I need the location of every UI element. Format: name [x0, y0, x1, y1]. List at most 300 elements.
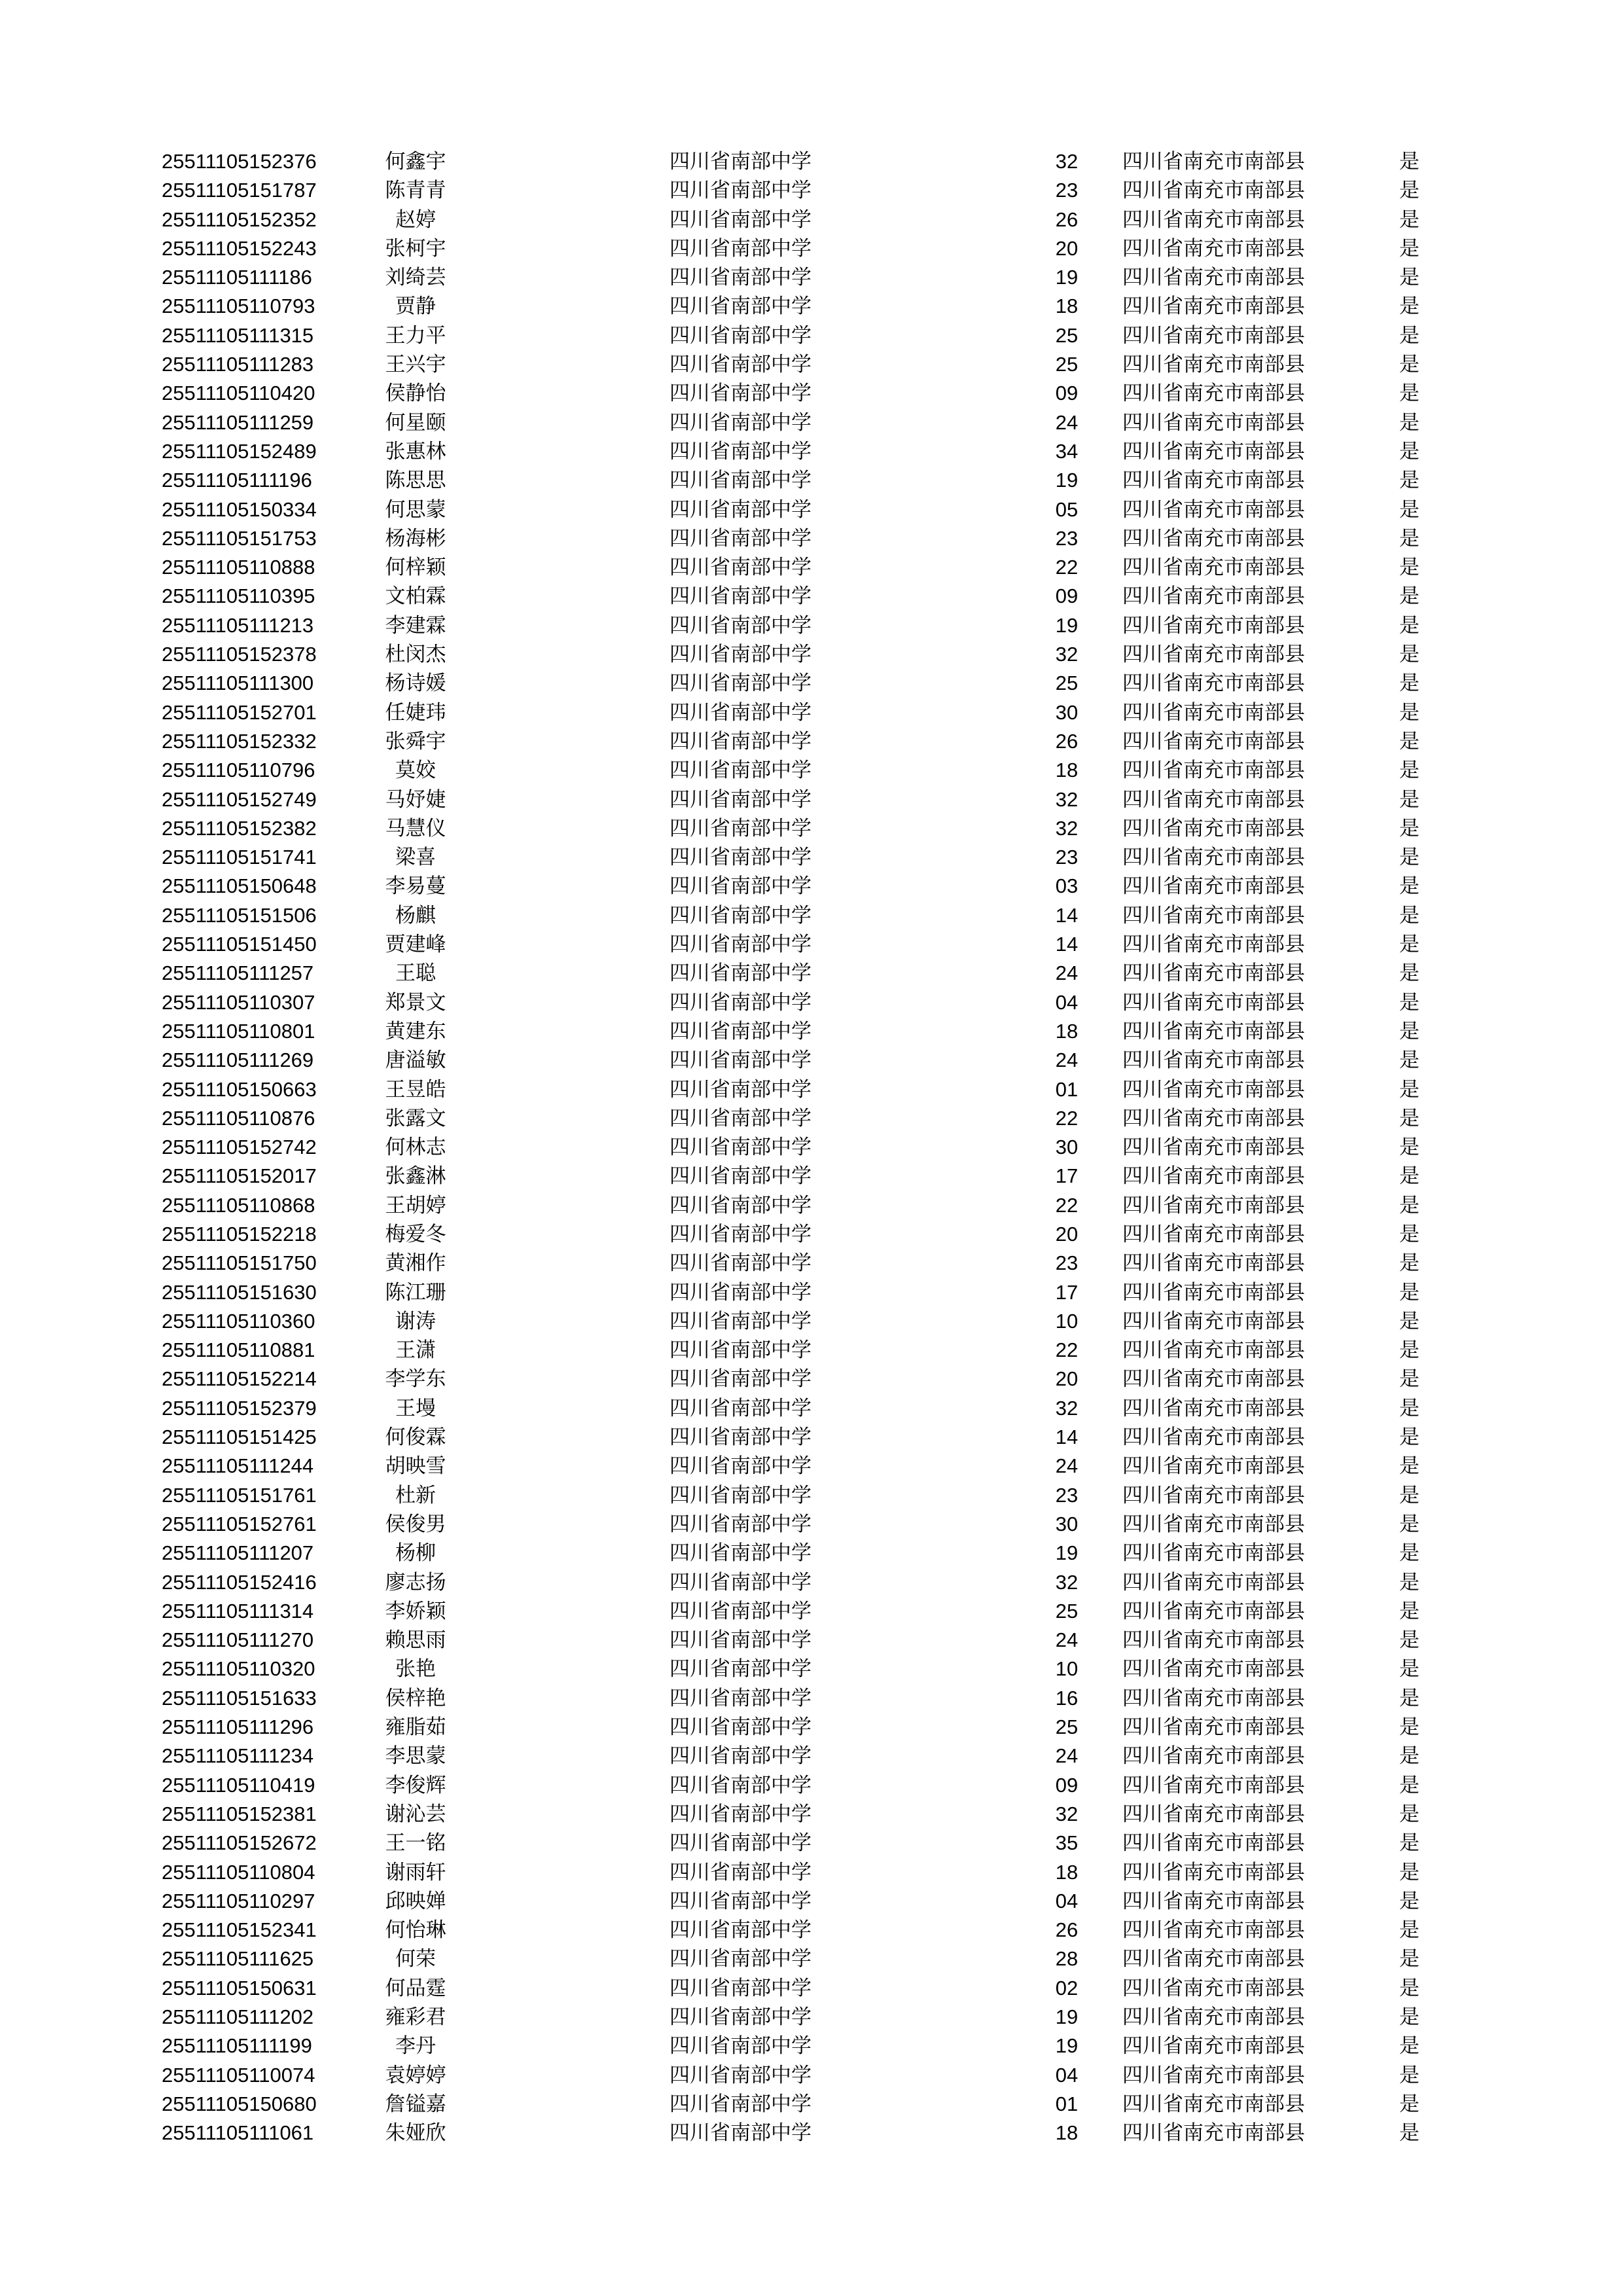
registration-number: 25511105111300	[162, 672, 314, 695]
school-name: 四川省南部中学	[669, 1396, 812, 1420]
table-row	[0, 2090, 1623, 2119]
table-row	[0, 901, 1623, 930]
eligibility-flag: 是	[1399, 700, 1419, 725]
student-name: 杨海彬	[385, 526, 446, 550]
region: 四川省南充市南部县	[1122, 2092, 1305, 2116]
school-name: 四川省南部中学	[669, 382, 812, 406]
student-name: 马慧仪	[385, 816, 446, 840]
eligibility-flag: 是	[1399, 961, 1419, 986]
class-number: 22	[1055, 556, 1079, 579]
eligibility-flag: 是	[1399, 729, 1419, 753]
school-name: 四川省南部中学	[669, 439, 812, 463]
student-name: 贾静	[395, 295, 436, 319]
school-name: 四川省南部中学	[669, 2005, 812, 2029]
registration-number: 25511105152381	[162, 1802, 317, 1825]
registration-number: 25511105111625	[162, 1947, 314, 1971]
registration-number: 25511105152672	[162, 1831, 317, 1855]
table-row	[0, 1017, 1623, 1046]
school-name: 四川省南部中学	[669, 1802, 812, 1826]
student-name: 李丹	[395, 2034, 436, 2058]
student-name: 王一铭	[385, 1831, 446, 1856]
eligibility-flag: 是	[1399, 672, 1419, 696]
school-name: 四川省南部中学	[669, 266, 812, 290]
registration-number: 25511105111207	[162, 1541, 314, 1565]
region: 四川省南充市南部县	[1122, 990, 1305, 1014]
eligibility-flag: 是	[1399, 1338, 1419, 1363]
region: 四川省南充市南部县	[1122, 1309, 1305, 1333]
registration-number: 25511105111199	[162, 2034, 312, 2058]
student-name: 何品霆	[385, 1976, 446, 2000]
registration-number: 25511105111061	[162, 2121, 314, 2145]
school-name: 四川省南部中学	[669, 1426, 812, 1450]
student-name: 侯俊男	[385, 1512, 446, 1536]
student-name: 王墁	[395, 1396, 436, 1420]
table-row	[0, 350, 1623, 379]
school-name: 四川省南部中学	[669, 1338, 812, 1363]
table-row	[0, 147, 1623, 176]
registration-number: 25511105151787	[162, 179, 317, 202]
registration-number: 25511105152379	[162, 1396, 317, 1420]
region: 四川省南充市南部县	[1122, 1367, 1305, 1391]
table-row	[0, 466, 1623, 495]
school-name: 四川省南部中学	[669, 613, 812, 637]
region: 四川省南充市南部县	[1122, 1918, 1305, 1943]
student-name: 何梓颖	[385, 556, 446, 580]
region: 四川省南充市南部县	[1122, 584, 1305, 609]
region: 四川省南充市南部县	[1122, 2034, 1305, 2058]
student-name: 李俊辉	[385, 1773, 446, 1797]
region: 四川省南充市南部县	[1122, 1686, 1305, 1710]
class-number: 09	[1055, 584, 1079, 608]
region: 四川省南充市南部县	[1122, 382, 1305, 406]
student-name: 王聪	[395, 961, 436, 986]
eligibility-flag: 是	[1399, 526, 1419, 550]
class-number: 25	[1055, 672, 1079, 695]
class-number: 20	[1055, 1222, 1079, 1246]
region: 四川省南充市南部县	[1122, 613, 1305, 637]
student-name: 黄湘作	[385, 1251, 446, 1276]
class-number: 28	[1055, 1947, 1079, 1971]
table-row	[0, 959, 1623, 988]
class-number: 10	[1055, 1657, 1079, 1681]
table-row	[0, 756, 1623, 785]
eligibility-flag: 是	[1399, 1396, 1419, 1420]
class-number: 32	[1055, 1802, 1079, 1825]
region: 四川省南充市南部县	[1122, 933, 1305, 957]
registration-number: 25511105110804	[162, 1860, 315, 1884]
eligibility-flag: 是	[1399, 1193, 1419, 1217]
region: 四川省南充市南部县	[1122, 672, 1305, 696]
school-name: 四川省南部中学	[669, 556, 812, 580]
school-name: 四川省南部中学	[669, 1860, 812, 1884]
class-number: 23	[1055, 846, 1079, 869]
student-name: 朱娅欣	[385, 2121, 446, 2145]
school-name: 四川省南部中学	[669, 207, 812, 232]
class-number: 23	[1055, 1483, 1079, 1507]
student-name: 王昱皓	[385, 1077, 446, 1102]
eligibility-flag: 是	[1399, 410, 1419, 435]
registration-number: 25511105111314	[162, 1599, 314, 1623]
class-number: 32	[1055, 787, 1079, 811]
student-name: 陈江珊	[385, 1280, 446, 1304]
student-name: 黄建东	[385, 1019, 446, 1043]
table-row	[0, 1626, 1623, 1655]
region: 四川省南充市南部县	[1122, 1802, 1305, 1826]
student-name: 莫姣	[395, 759, 436, 783]
region: 四川省南充市南部县	[1122, 2063, 1305, 2087]
region: 四川省南充市南部县	[1122, 236, 1305, 260]
region: 四川省南充市南部县	[1122, 1541, 1305, 1566]
registration-number: 25511105152017	[162, 1164, 317, 1188]
student-name: 雍彩君	[385, 2005, 446, 2029]
school-name: 四川省南部中学	[669, 1744, 812, 1768]
region: 四川省南充市南部县	[1122, 729, 1305, 753]
table-row	[0, 524, 1623, 553]
class-number: 02	[1055, 1976, 1079, 2000]
region: 四川省南充市南部县	[1122, 787, 1305, 812]
class-number: 17	[1055, 1164, 1079, 1188]
school-name: 四川省南部中学	[669, 1686, 812, 1710]
table-row	[0, 321, 1623, 350]
registration-number: 25511105110876	[162, 1106, 315, 1130]
school-name: 四川省南部中学	[669, 584, 812, 609]
registration-number: 25511105152243	[162, 236, 317, 260]
registration-number: 25511105150631	[162, 1976, 317, 2000]
student-name: 贾建峰	[385, 933, 446, 957]
region: 四川省南充市南部县	[1122, 1599, 1305, 1623]
region: 四川省南充市南部县	[1122, 1251, 1305, 1276]
registration-number: 25511105110419	[162, 1773, 315, 1797]
student-name: 王力平	[385, 323, 446, 348]
table-row	[0, 1887, 1623, 1916]
registration-number: 25511105111202	[162, 2005, 314, 2028]
region: 四川省南充市南部县	[1122, 1860, 1305, 1884]
school-name: 四川省南部中学	[669, 353, 812, 377]
eligibility-flag: 是	[1399, 759, 1419, 783]
school-name: 四川省南部中学	[669, 2121, 812, 2145]
student-name: 邱映婵	[385, 1889, 446, 1913]
table-row	[0, 1365, 1623, 1393]
eligibility-flag: 是	[1399, 556, 1419, 580]
region: 四川省南充市南部县	[1122, 903, 1305, 927]
eligibility-flag: 是	[1399, 1077, 1419, 1102]
registration-number: 25511105150648	[162, 874, 317, 898]
school-name: 四川省南部中学	[669, 1222, 812, 1246]
registration-number: 25511105110420	[162, 382, 315, 405]
eligibility-flag: 是	[1399, 323, 1419, 348]
eligibility-flag: 是	[1399, 816, 1419, 840]
class-number: 32	[1055, 643, 1079, 666]
school-name: 四川省南部中学	[669, 816, 812, 840]
region: 四川省南充市南部县	[1122, 1773, 1305, 1797]
table-row	[0, 1945, 1623, 1973]
class-number: 05	[1055, 497, 1079, 521]
student-name: 何俊霖	[385, 1426, 446, 1450]
school-name: 四川省南部中学	[669, 1512, 812, 1536]
table-row	[0, 1597, 1623, 1626]
class-number: 23	[1055, 526, 1079, 550]
region: 四川省南充市南部县	[1122, 961, 1305, 986]
class-number: 01	[1055, 2092, 1079, 2115]
school-name: 四川省南部中学	[669, 643, 812, 667]
registration-number: 25511105110881	[162, 1338, 315, 1362]
table-row	[0, 1539, 1623, 1568]
region: 四川省南充市南部县	[1122, 759, 1305, 783]
table-row	[0, 611, 1623, 640]
registration-number: 25511105110074	[162, 2063, 315, 2087]
class-number: 03	[1055, 874, 1079, 898]
region: 四川省南充市南部县	[1122, 846, 1305, 870]
class-number: 24	[1055, 410, 1079, 434]
registration-number: 25511105110793	[162, 295, 315, 318]
region: 四川省南充市南部县	[1122, 1136, 1305, 1160]
table-row	[0, 1249, 1623, 1278]
eligibility-flag: 是	[1399, 1802, 1419, 1826]
registration-number: 25511105152416	[162, 1570, 317, 1594]
school-name: 四川省南部中学	[669, 787, 812, 812]
class-number: 25	[1055, 353, 1079, 376]
eligibility-flag: 是	[1399, 1860, 1419, 1884]
student-name: 张艳	[395, 1657, 436, 1681]
region: 四川省南充市南部县	[1122, 1512, 1305, 1536]
school-name: 四川省南部中学	[669, 2034, 812, 2058]
school-name: 四川省南部中学	[669, 1280, 812, 1304]
table-row	[0, 640, 1623, 669]
class-number: 04	[1055, 990, 1079, 1014]
table-row	[0, 1336, 1623, 1365]
class-number: 24	[1055, 1628, 1079, 1652]
eligibility-flag: 是	[1399, 1918, 1419, 1943]
school-name: 四川省南部中学	[669, 1106, 812, 1130]
region: 四川省南充市南部县	[1122, 1280, 1305, 1304]
school-name: 四川省南部中学	[669, 323, 812, 348]
eligibility-flag: 是	[1399, 1599, 1419, 1623]
school-name: 四川省南部中学	[669, 1599, 812, 1623]
eligibility-flag: 是	[1399, 207, 1419, 232]
registration-number: 25511105151753	[162, 526, 317, 550]
eligibility-flag: 是	[1399, 1251, 1419, 1276]
student-name: 谢雨轩	[385, 1860, 446, 1884]
school-name: 四川省南部中学	[669, 1251, 812, 1276]
table-row	[0, 1133, 1623, 1162]
table-row	[0, 930, 1623, 959]
registration-number: 25511105111244	[162, 1454, 314, 1478]
table-row	[0, 206, 1623, 234]
eligibility-flag: 是	[1399, 2005, 1419, 2029]
table-row	[0, 582, 1623, 611]
region: 四川省南充市南部县	[1122, 1831, 1305, 1856]
eligibility-flag: 是	[1399, 1483, 1419, 1507]
class-number: 18	[1055, 295, 1079, 318]
table-row	[0, 1394, 1623, 1423]
class-number: 19	[1055, 613, 1079, 637]
school-name: 四川省南部中学	[669, 1367, 812, 1391]
student-name: 李易蔓	[385, 874, 446, 899]
student-name: 张舜宇	[385, 729, 446, 753]
school-name: 四川省南部中学	[669, 1918, 812, 1943]
registration-number: 25511105111283	[162, 353, 314, 376]
eligibility-flag: 是	[1399, 1164, 1419, 1189]
roster-table	[0, 147, 1623, 2147]
region: 四川省南充市南部县	[1122, 1396, 1305, 1420]
school-name: 四川省南部中学	[669, 526, 812, 550]
registration-number: 25511105152701	[162, 700, 317, 724]
student-name: 杜闵杰	[385, 643, 446, 667]
region: 四川省南充市南部县	[1122, 2005, 1305, 2029]
student-name: 郑景文	[385, 990, 446, 1014]
table-row	[0, 1452, 1623, 1480]
region: 四川省南充市南部县	[1122, 207, 1305, 232]
region: 四川省南充市南部县	[1122, 497, 1305, 522]
eligibility-flag: 是	[1399, 1744, 1419, 1768]
class-number: 32	[1055, 150, 1079, 173]
registration-number: 25511105111270	[162, 1628, 314, 1652]
class-number: 35	[1055, 1831, 1079, 1855]
region: 四川省南充市南部县	[1122, 1454, 1305, 1479]
table-row	[0, 1510, 1623, 1539]
table-row	[0, 2061, 1623, 2090]
region: 四川省南充市南部县	[1122, 1976, 1305, 2000]
region: 四川省南充市南部县	[1122, 526, 1305, 550]
eligibility-flag: 是	[1399, 1019, 1419, 1043]
registration-number: 25511105150663	[162, 1077, 317, 1101]
student-name: 张露文	[385, 1106, 446, 1130]
student-name: 李思蒙	[385, 1744, 446, 1768]
class-number: 34	[1055, 439, 1079, 463]
eligibility-flag: 是	[1399, 2034, 1419, 2058]
region: 四川省南充市南部县	[1122, 1744, 1305, 1768]
eligibility-flag: 是	[1399, 1426, 1419, 1450]
eligibility-flag: 是	[1399, 266, 1419, 290]
eligibility-flag: 是	[1399, 1106, 1419, 1130]
class-number: 17	[1055, 1280, 1079, 1304]
eligibility-flag: 是	[1399, 933, 1419, 957]
school-name: 四川省南部中学	[669, 1628, 812, 1653]
registration-number: 25511105111296	[162, 1715, 314, 1739]
class-number: 30	[1055, 700, 1079, 724]
registration-number: 25511105151750	[162, 1251, 317, 1275]
region: 四川省南充市南部县	[1122, 2121, 1305, 2145]
registration-number: 25511105152489	[162, 439, 317, 463]
eligibility-flag: 是	[1399, 1049, 1419, 1073]
school-name: 四川省南部中学	[669, 700, 812, 725]
eligibility-flag: 是	[1399, 1280, 1419, 1304]
class-number: 19	[1055, 2005, 1079, 2028]
student-name: 李娇颖	[385, 1599, 446, 1623]
registration-number: 25511105152378	[162, 643, 317, 666]
class-number: 25	[1055, 1715, 1079, 1739]
school-name: 四川省南部中学	[669, 1193, 812, 1217]
registration-number: 25511105111213	[162, 613, 314, 637]
eligibility-flag: 是	[1399, 874, 1419, 899]
student-name: 何思蒙	[385, 497, 446, 522]
class-number: 22	[1055, 1106, 1079, 1130]
region: 四川省南充市南部县	[1122, 353, 1305, 377]
class-number: 09	[1055, 1773, 1079, 1797]
student-name: 袁婷婷	[385, 2063, 446, 2087]
student-name: 王潇	[395, 1338, 436, 1363]
student-name: 张柯宇	[385, 236, 446, 260]
school-name: 四川省南部中学	[669, 874, 812, 899]
eligibility-flag: 是	[1399, 1512, 1419, 1536]
student-name: 何鑫宇	[385, 150, 446, 173]
registration-number: 25511105151741	[162, 846, 317, 869]
table-row	[0, 843, 1623, 872]
table-row	[0, 669, 1623, 698]
student-name: 王兴宇	[385, 353, 446, 377]
eligibility-flag: 是	[1399, 1947, 1419, 1971]
registration-number: 25511105110360	[162, 1309, 315, 1333]
table-row	[0, 495, 1623, 524]
class-number: 26	[1055, 207, 1079, 231]
region: 四川省南充市南部县	[1122, 874, 1305, 899]
class-number: 24	[1055, 1454, 1079, 1478]
school-name: 四川省南部中学	[669, 179, 812, 203]
region: 四川省南充市南部县	[1122, 323, 1305, 348]
table-row	[0, 2119, 1623, 2147]
region: 四川省南充市南部县	[1122, 1947, 1305, 1971]
region: 四川省南充市南部县	[1122, 1077, 1305, 1102]
table-row	[0, 408, 1623, 437]
class-number: 18	[1055, 2121, 1079, 2145]
student-name: 杜新	[395, 1483, 436, 1507]
table-row	[0, 872, 1623, 901]
student-name: 刘绮芸	[385, 266, 446, 290]
eligibility-flag: 是	[1399, 1831, 1419, 1856]
eligibility-flag: 是	[1399, 1541, 1419, 1566]
class-number: 18	[1055, 1019, 1079, 1043]
registration-number: 25511105111269	[162, 1049, 314, 1072]
eligibility-flag: 是	[1399, 990, 1419, 1014]
region: 四川省南充市南部县	[1122, 1628, 1305, 1653]
school-name: 四川省南部中学	[669, 1164, 812, 1189]
student-name: 张鑫淋	[385, 1164, 446, 1189]
registration-number: 25511105151506	[162, 903, 317, 927]
table-row	[0, 1220, 1623, 1249]
registration-number: 25511105111257	[162, 961, 314, 985]
table-row	[0, 379, 1623, 408]
school-name: 四川省南部中学	[669, 1049, 812, 1073]
region: 四川省南充市南部县	[1122, 556, 1305, 580]
class-number: 24	[1055, 1744, 1079, 1768]
table-row	[0, 1423, 1623, 1452]
school-name: 四川省南部中学	[669, 1773, 812, 1797]
eligibility-flag: 是	[1399, 584, 1419, 609]
table-row	[0, 2003, 1623, 2032]
table-row	[0, 176, 1623, 205]
class-number: 23	[1055, 1251, 1079, 1275]
student-name: 王胡婷	[385, 1193, 446, 1217]
class-number: 04	[1055, 2063, 1079, 2087]
student-name: 赵婷	[395, 207, 436, 232]
school-name: 四川省南部中学	[669, 1831, 812, 1856]
student-name: 何荣	[395, 1947, 436, 1971]
school-name: 四川省南部中学	[669, 410, 812, 435]
student-name: 杨诗媛	[385, 672, 446, 696]
student-name: 何林志	[385, 1136, 446, 1160]
school-name: 四川省南部中学	[669, 469, 812, 493]
table-row	[0, 1162, 1623, 1191]
table-row	[0, 698, 1623, 727]
table-row	[0, 1046, 1623, 1075]
registration-number: 25511105110307	[162, 990, 315, 1014]
eligibility-flag: 是	[1399, 1309, 1419, 1333]
eligibility-flag: 是	[1399, 1715, 1419, 1740]
class-number: 20	[1055, 1367, 1079, 1391]
eligibility-flag: 是	[1399, 353, 1419, 377]
school-name: 四川省南部中学	[669, 1483, 812, 1507]
region: 四川省南充市南部县	[1122, 1715, 1305, 1740]
